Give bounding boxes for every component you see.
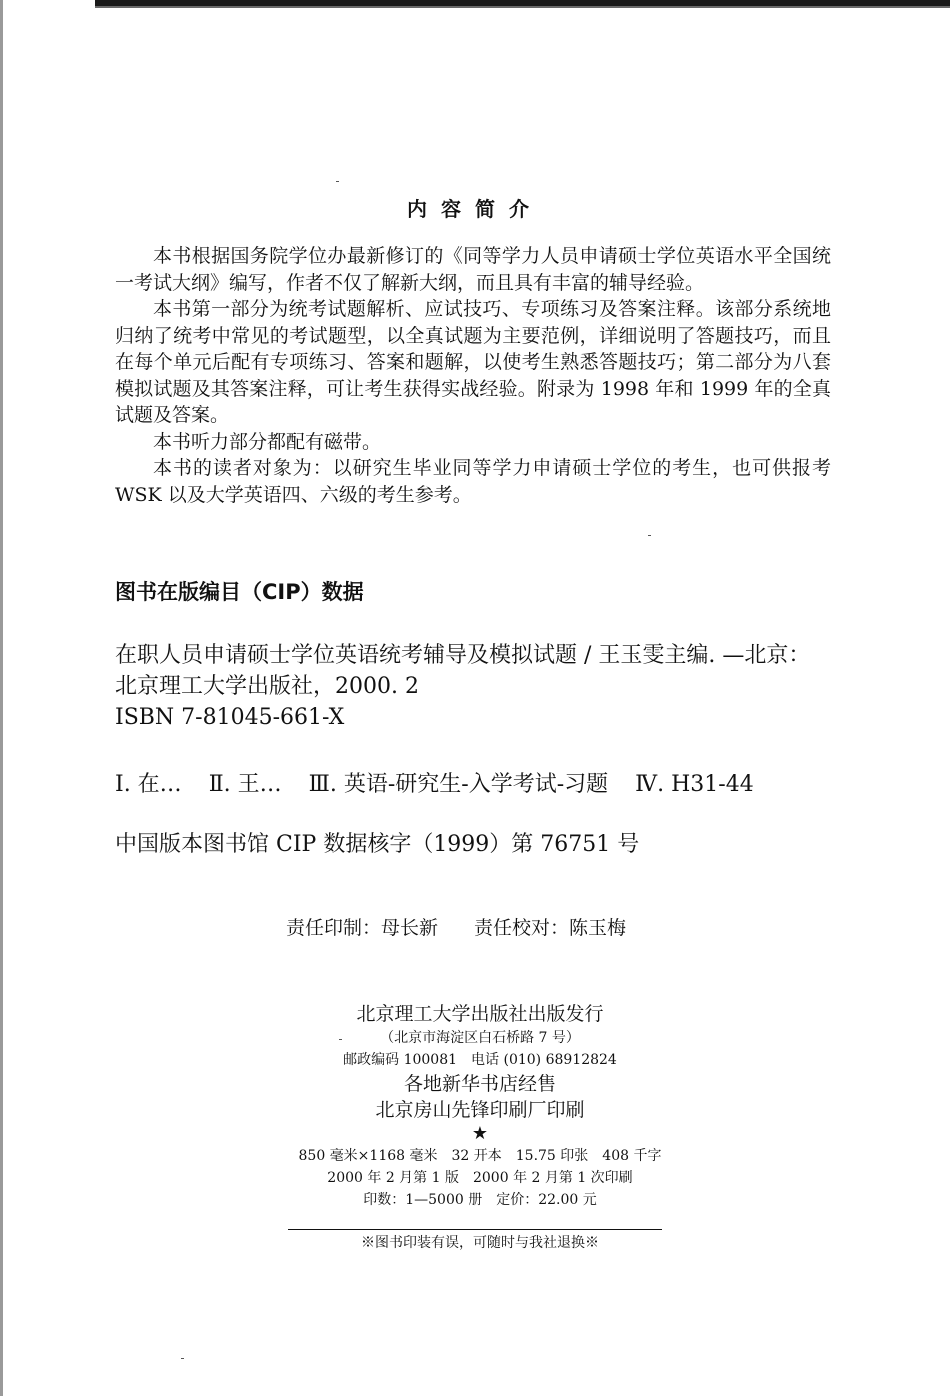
cip-classification	[115, 767, 774, 798]
intro-paragraph-1: 本书根据国务院学位办最新修订的《同等学力人员申请硕士学位英语水平全国统一考试大纲》编写，作者不仅了解新大纲，而且具有丰富的辅导经验。	[115, 245, 831, 294]
colophon	[230, 1001, 730, 1211]
cip-class-3: Ⅲ. 英语-研究生-入学考试-习题	[308, 772, 609, 797]
intro-title: 内容简介	[407, 197, 543, 221]
colophon-specs: 850 毫米×1168 毫米 32 开本 15.75 印张 408 千字	[298, 1148, 662, 1164]
colophon-publisher: 北京理工大学出版社出版发行	[356, 1003, 604, 1025]
colophon-edition: 2000 年 2 月第 1 版 2000 年 2 月第 1 次印刷	[327, 1170, 633, 1186]
cip-title-line: 在职人员申请硕士学位英语统考辅导及模拟试题 / 王玉雯主编. —北京：北京理工大学出版社，2000. 2	[115, 643, 811, 699]
intro-paragraph-2: 本书第一部分为统考试题解析、应试技巧、专项练习及答案注释。该部分系统地归纳了统考中常见的考试题型，以全真试题为主要范例，详细说明了答题技巧，而且在每个单元后配有专项练习、答案和题解，以使考生熟悉答题技巧；第二部分为八套模拟试题及其答案注释，可让考生获得实战经验。附录为 1998 年和 1999 年的全真试题及答案。	[115, 298, 831, 426]
cip-isbn: ISBN 7-81045-661-X	[115, 705, 345, 730]
scan-speck	[648, 535, 651, 536]
scan-edge-top-thin	[95, 6, 950, 8]
scan-speck	[181, 1358, 184, 1359]
printing-name: 母长新	[381, 917, 439, 939]
cip-heading: 图书在版编目（CIP）数据	[115, 580, 364, 604]
cip-class-1: Ⅰ. 在…	[115, 772, 182, 797]
cip-class-4: Ⅳ. H31-44	[635, 772, 754, 797]
scan-speck	[339, 1039, 342, 1040]
scan-speck	[336, 181, 339, 182]
intro-paragraph-3: 本书听力部分都配有磁带。	[153, 430, 382, 453]
colophon-distributor: 各地新华书店经售	[403, 1073, 556, 1095]
colophon-rule	[288, 1229, 662, 1230]
colophon-printer: 北京房山先锋印刷厂印刷	[375, 1099, 585, 1121]
staff-credits	[286, 913, 626, 940]
colophon-contact: 邮政编码 100081 电话 (010) 68912824	[343, 1052, 617, 1068]
proof-name: 陈玉梅	[569, 917, 627, 939]
cip-record	[115, 640, 831, 733]
colophon-address: （北京市海淀区白石桥路 7 号）	[380, 1030, 580, 1046]
intro-body	[115, 243, 831, 508]
intro-paragraph-4: 本书的读者对象为：以研究生毕业同等学力申请硕士学位的考生，也可供报考 WSK 以及大学英语四、六级的考生参考。	[115, 457, 831, 506]
colophon-notice: ※图书印装有误，可随时与我社退换※	[361, 1235, 599, 1251]
cip-approval: 中国版本图书馆 CIP 数据核字（1999）第 76751 号	[115, 832, 640, 857]
proof-label: 责任校对：	[474, 917, 570, 939]
printing-label: 责任印制：	[286, 917, 382, 939]
cip-class-2: Ⅱ. 王…	[208, 772, 282, 797]
colophon-print-run: 印数：1—5000 册 定价：22.00 元	[363, 1192, 597, 1208]
star-icon: ★	[471, 1123, 489, 1144]
